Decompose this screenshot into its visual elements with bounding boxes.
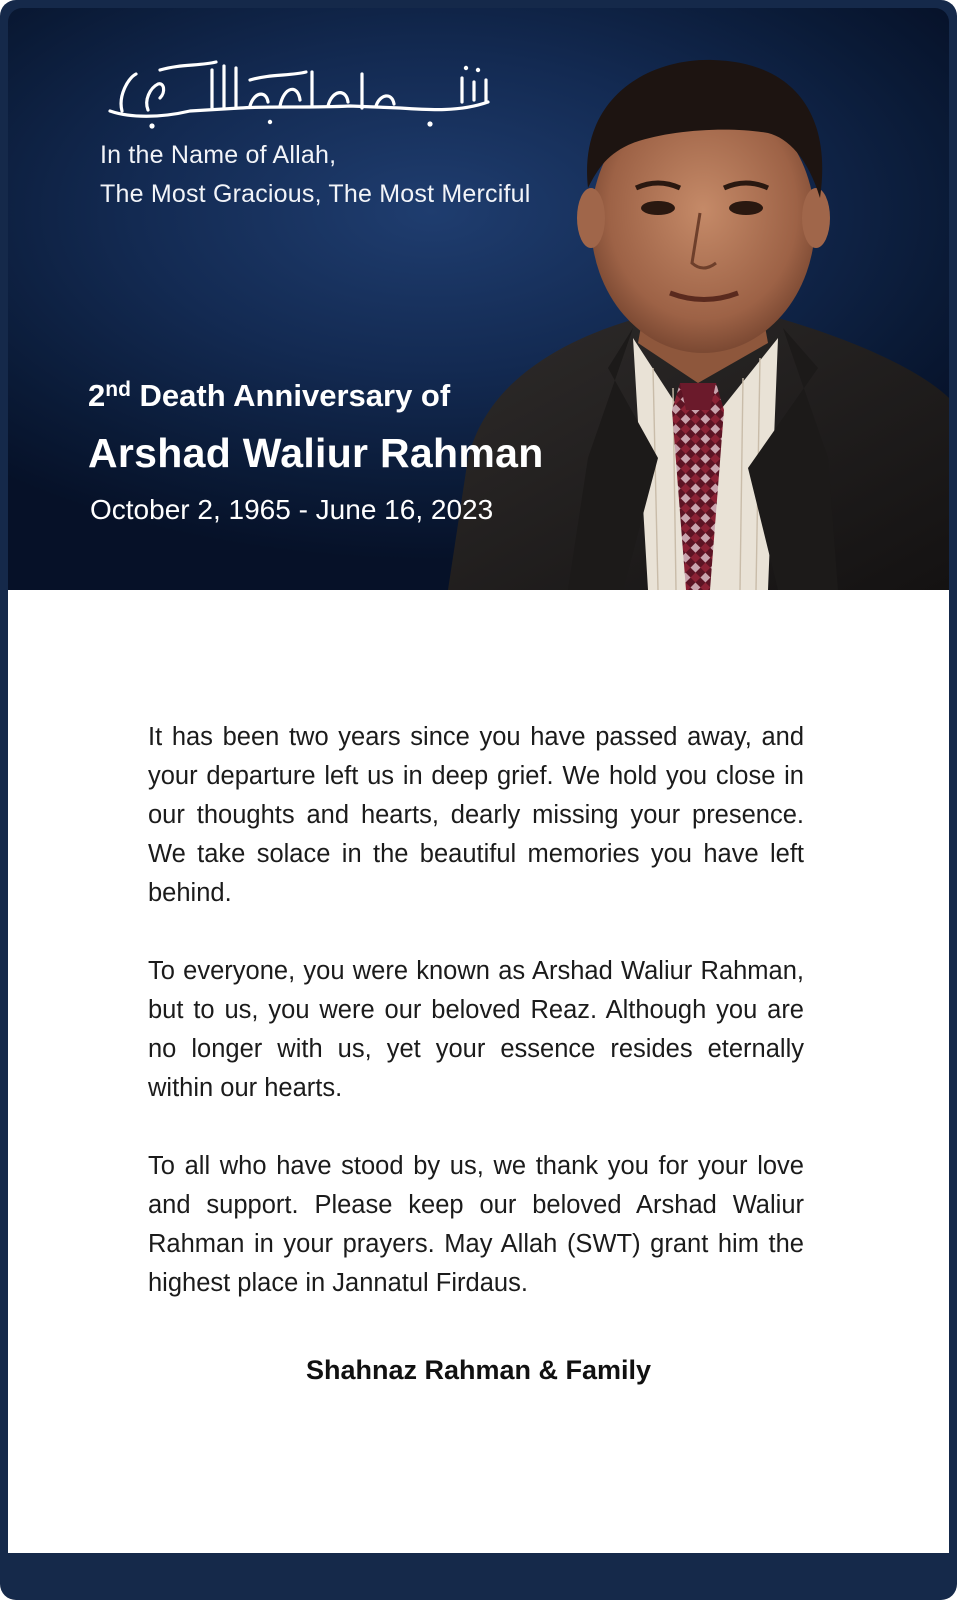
anniversary-ordinal: 2	[88, 378, 106, 413]
portrait-photo	[448, 38, 949, 590]
bismillah-calligraphy	[100, 56, 500, 136]
message-paragraph-3: To all who have stood by us, we thank you for your love and support. Please keep our beloved Arshad Waliur Rahman in your prayers. May Allah (SWT) grant him the highest place in Jannatul Firdaus.	[148, 1152, 804, 1297]
message-text	[148, 718, 804, 1342]
message-panel	[8, 590, 949, 1553]
anniversary-heading	[88, 378, 450, 414]
bismillah-line-2: The Most Gracious, The Most Merciful	[100, 180, 531, 208]
anniversary-ordinal-suffix: nd	[105, 378, 131, 401]
signature: Shahnaz Rahman & Family	[305, 1355, 652, 1385]
life-dates: October 2, 1965 - June 16, 2023	[90, 494, 494, 525]
anniversary-text: Death Anniversary of	[130, 378, 451, 413]
message-paragraph-2: To everyone, you were known as Arshad Waliur Rahman, but to us, you were our beloved Reaz. Although you are no longer with us, yet your essence resides eternally within our hearts.	[148, 957, 804, 1102]
message-paragraph-1: It has been two years since you have passed away, and your departure left us in deep grief. We hold you close in our thoughts and hearts, dearly missing your presence. We take solace in the beautiful memories you have left behind.	[148, 723, 804, 907]
header-banner	[8, 8, 949, 590]
bismillah-line-1: In the Name of Allah,	[100, 141, 337, 169]
deceased-name: Arshad Waliur Rahman	[88, 430, 544, 476]
